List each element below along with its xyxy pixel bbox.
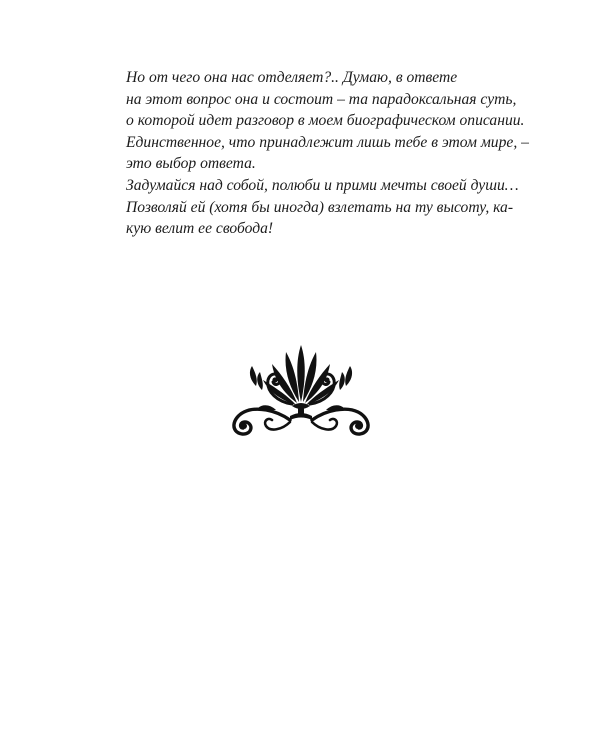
text-line: на этот вопрос она и состоит – та парадоксальная суть,	[126, 90, 517, 108]
paragraph-1	[106, 67, 529, 175]
palmette-ornament-icon	[226, 340, 376, 436]
text-line: о которой идет разговор в моем биографическом описании.	[126, 112, 525, 130]
body-text	[106, 67, 529, 240]
text-line: Единственное, что принадлежит лишь тебе в этом мире, –	[126, 133, 529, 151]
text-line: Задумайся над собой, полюби и прими мечты своей души…	[126, 176, 519, 194]
text-line: Позволяй ей (хотя бы иногда) взлетать на ту высоту, ка-	[126, 198, 514, 216]
text-line: кую велит ее свобода!	[126, 220, 274, 238]
paragraph-2	[106, 175, 519, 240]
text-line: Но от чего она нас отделяет?.. Думаю, в ответе	[126, 69, 458, 86]
text-line: это выбор ответа.	[126, 155, 256, 173]
